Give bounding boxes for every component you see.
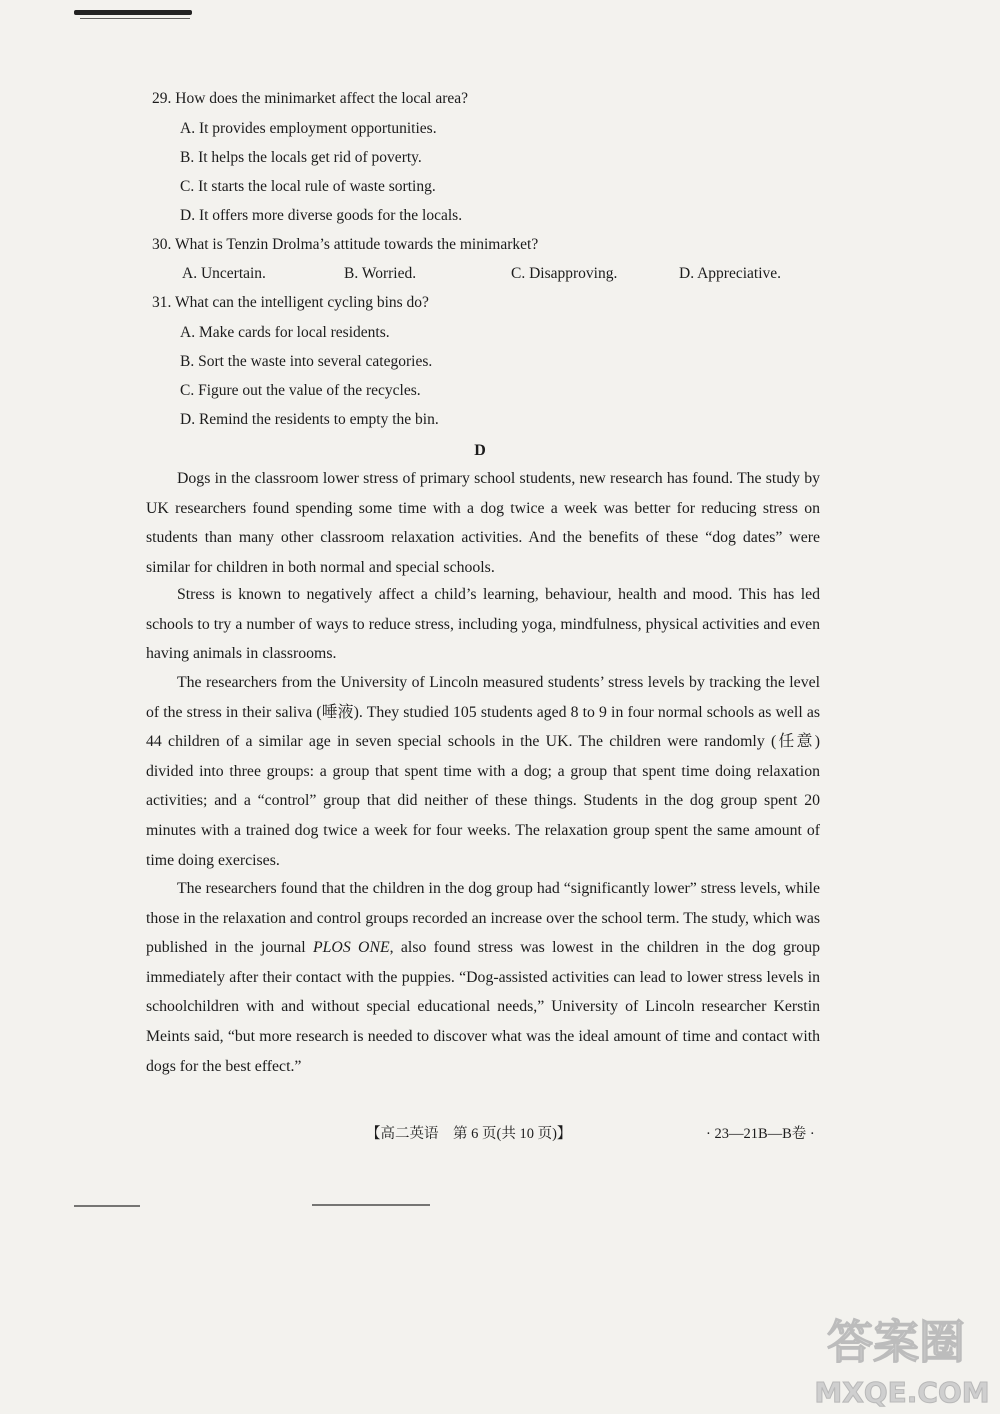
option-31-a: A. Make cards for local residents.: [180, 324, 390, 341]
scan-artifact-top: [74, 10, 192, 15]
svg-text:答案圈: 答案圈: [827, 1315, 965, 1369]
option-30-a: A. Uncertain.: [182, 265, 266, 282]
passage-paragraph-4: The researchers found that the children in the dog group had “significantly lower” stress levels, while those in the relaxation and control groups recorded an increase over the school term. The study, which was published in the journal PLOS ONE, also found stress was lowest in the children in the dog group immediately after their contact with the puppies. “Dog-assisted activities can lead to lower stress levels in schoolchildren with and without special educational needs,” University of Lincoln researcher Kerstin Meints said, “but more research is needed to discover what was the ideal amount of time and contact with dogs for the best effect.”: [146, 880, 820, 1075]
option-29-c: C. It starts the local rule of waste sorting.: [180, 178, 436, 195]
option-29-a: A. It provides employment opportunities.: [180, 120, 437, 137]
question-text: What is Tenzin Drolma’s attitude towards the minimarket?: [174, 236, 539, 253]
question-30: [152, 236, 538, 254]
option-29-d: D. It offers more diverse goods for the locals.: [180, 207, 463, 224]
question-31: [152, 294, 429, 312]
option-31-d: D. Remind the residents to empty the bin.: [180, 411, 439, 428]
passage-paragraph-1: Dogs in the classroom lower stress of primary school students, new research has found. The study by UK researchers found spending some time with a dog twice a week was better for reducing stress on students than many other classroom relaxation activities. And the benefits of these “dog dates” were similar for children in both normal and special schools.: [146, 470, 820, 576]
question-number: 31.: [152, 294, 172, 311]
section-heading: D: [474, 442, 486, 459]
question-number: 30.: [152, 236, 172, 253]
option-30-d: D. Appreciative.: [679, 265, 782, 282]
watermark-logo: [792, 1298, 1000, 1414]
scan-artifact-bottom-mid: [312, 1204, 430, 1206]
scan-artifact-bottom-left: [74, 1205, 140, 1207]
question-29: [152, 90, 468, 108]
passage-paragraph-2: Stress is known to negatively affect a child’s learning, behaviour, health and mood. This has led schools to try a number of ways to reduce stress, including yoga, mindfulness, physical activities and even having animals in classrooms.: [146, 586, 820, 663]
journal-name: PLOS ONE: [313, 939, 390, 957]
svg-text:MXQE.COM: MXQE.COM: [814, 1376, 990, 1409]
option-31-b: B. Sort the waste into several categories.: [180, 353, 433, 370]
passage-paragraph-3: The researchers from the University of Lincoln measured students’ stress levels by tracking the level of the stress in their saliva (唾液). They studied 105 students aged 8 to 9 in four normal schools as well as 44 children of a similar age in seven special schools in the UK. The children were randomly (任意) divided into three groups: a group that spent time with a dog; a group that spent time doing relaxation activities; and a “control” group that did neither of these things. Students in the dog group spent 20 minutes with a trained dog twice a week for four weeks. The relaxation group spent the same amount of time doing exercises.: [146, 674, 820, 869]
option-30-b: B. Worried.: [344, 265, 417, 282]
footer-paper-code: · 23—21B—B卷 ·: [706, 1126, 815, 1142]
option-29-b: B. It helps the locals get rid of poverty.: [180, 149, 422, 166]
question-text: How does the minimarket affect the local area?: [175, 90, 469, 107]
option-31-c: C. Figure out the value of the recycles.: [180, 382, 421, 399]
scan-artifact-top-thin: [80, 18, 190, 19]
question-number: 29.: [152, 90, 172, 107]
question-text: What can the intelligent cycling bins do?: [174, 294, 429, 311]
footer-page-info: 【高二英语 第 6 页(共 10 页)】: [366, 1126, 572, 1142]
option-30-c: C. Disapproving.: [511, 265, 618, 282]
